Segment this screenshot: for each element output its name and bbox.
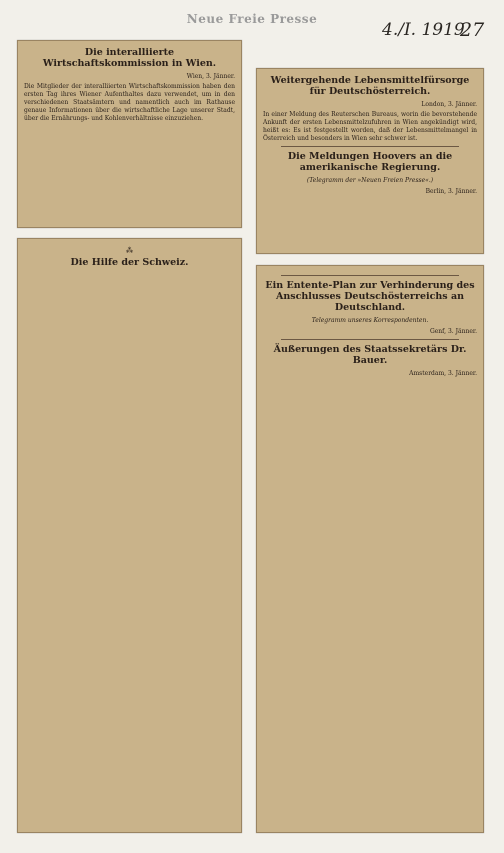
clipping-wirtschaftskommission bbox=[17, 40, 242, 228]
section-title: Äußerungen des Staatssekretärs Dr. Bauer. bbox=[273, 344, 467, 366]
handwritten-date: 4./I. 1919 bbox=[382, 20, 465, 40]
section-dateline: Amsterdam, 3. Jänner. bbox=[409, 370, 477, 377]
clipping-anschluss-plan bbox=[256, 265, 484, 833]
ornament-divider: ⁂ bbox=[126, 247, 133, 255]
section-title: Die Hilfe der Schweiz. bbox=[70, 257, 189, 268]
clipping-title: Ein Entente-Plan zur Verhinderung des Anschlusses Deutschösterreichs an Deutschland. bbox=[265, 280, 475, 313]
section-divider bbox=[281, 275, 459, 276]
section-subtitle: (Telegramm der »Neuen Freien Presse«.) bbox=[306, 177, 434, 184]
paragraph: In einer Meldung des Reuterschen Bureaus, worin die bevorstehende Ankunft der ersten Lebensmittelzufuhren in Wien angekündigt wird, heißt es: Es ist festgestellt worden, daß der Lebensmittelmangel in Österreich und besonders in Wien sehr schwer ist. bbox=[263, 111, 477, 142]
clipping-dateline: Wien, 3. Jänner. bbox=[186, 73, 235, 80]
section-divider bbox=[281, 339, 459, 340]
section-title: Die Meldungen Hoovers an die amerikanische Regierung. bbox=[287, 151, 453, 173]
clipping-kommission-continued bbox=[17, 238, 242, 833]
clipping-title: Weitergehende Lebensmittelfürsorge für Deutschösterreich. bbox=[270, 75, 470, 97]
paragraph: Die Mitglieder der interalliierten Wirtschaftskommission haben den ersten Tag ihres Wiener Aufenthaltes dazu verwendet, um in den verschiedenen Staatsämtern und namentlich auch im Rathause genaue Informationen über die wirtschaftliche Lage unserer Stadt, über die Ernährungs- und Kohlenverhältnisse einzuziehen. bbox=[24, 83, 235, 122]
clipping-title: Die interalliierte Wirtschaftskommission in Wien. bbox=[42, 47, 217, 69]
clipping-body bbox=[263, 111, 477, 143]
clipping-dateline: London, 3. Jänner. bbox=[421, 101, 477, 108]
section-dateline: Berlin, 3. Jänner. bbox=[425, 188, 477, 195]
handwritten-page-number: 27 bbox=[460, 19, 485, 41]
clipping-lebensmittelfuersorge bbox=[256, 68, 484, 254]
masthead-stamp: Neue Freie Presse bbox=[186, 12, 318, 26]
clipping-subtitle: Telegramm unseres Korrespondenten. bbox=[311, 317, 429, 324]
clipping-body bbox=[24, 83, 235, 123]
section-divider bbox=[281, 146, 459, 147]
clipping-dateline: Genf, 3. Jänner. bbox=[429, 328, 477, 335]
